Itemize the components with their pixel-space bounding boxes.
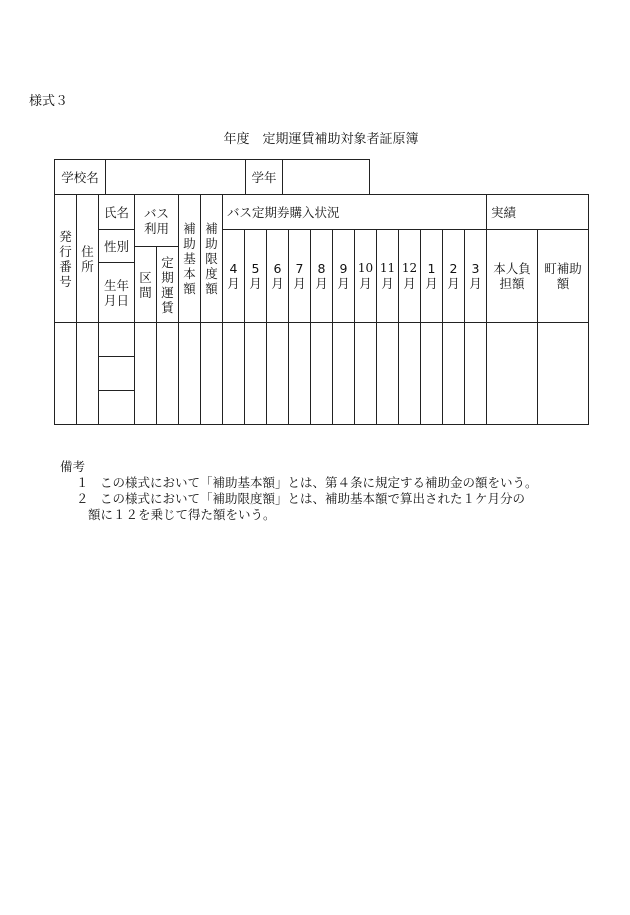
month-number: 9 bbox=[339, 261, 348, 276]
birthdate-header bbox=[98, 262, 134, 322]
basic-subsidy-text: 基 bbox=[183, 251, 196, 266]
entry-cell[interactable] bbox=[288, 322, 310, 425]
gender-header: 性別 bbox=[98, 229, 134, 262]
address-text: 住 bbox=[81, 243, 94, 259]
entry-cell[interactable] bbox=[200, 322, 222, 425]
subsidy-limit-text: 補 bbox=[205, 221, 218, 236]
self-burden-text: 担額 bbox=[499, 276, 525, 291]
form-number: 様式３ bbox=[29, 94, 69, 109]
entry-cell[interactable] bbox=[398, 322, 420, 425]
subsidy-limit-text: 助 bbox=[205, 236, 218, 251]
month-header bbox=[398, 229, 420, 322]
section-text: 区 bbox=[139, 269, 152, 285]
town-subsidy-text: 町補助 bbox=[544, 261, 582, 276]
entry-cell[interactable] bbox=[464, 322, 486, 425]
month-unit: 月 bbox=[271, 276, 284, 291]
remarks bbox=[60, 459, 538, 523]
address-text: 所 bbox=[81, 258, 94, 274]
month-number: 6 bbox=[273, 261, 282, 276]
entry-cell[interactable] bbox=[332, 322, 354, 425]
entry-cell[interactable] bbox=[244, 322, 266, 425]
month-header bbox=[288, 229, 310, 322]
register-table bbox=[0, 0, 630, 430]
entry-cell[interactable] bbox=[376, 322, 398, 425]
remark-continuation: 額に１２を乗じて得た額をいう。 bbox=[88, 507, 276, 522]
entry-cell[interactable] bbox=[266, 322, 288, 425]
month-number: 4 bbox=[229, 261, 238, 276]
school-name-label: 学校名 bbox=[54, 159, 105, 194]
issue-number-header bbox=[54, 194, 76, 322]
month-unit: 月 bbox=[469, 276, 482, 291]
month-header bbox=[310, 229, 332, 322]
regular-fare-text: 定 bbox=[161, 254, 174, 270]
regular-fare-text: 期 bbox=[161, 269, 174, 285]
month-unit: 月 bbox=[447, 276, 460, 291]
month-unit: 月 bbox=[315, 276, 328, 291]
month-header bbox=[244, 229, 266, 322]
entry-cell[interactable] bbox=[156, 322, 178, 425]
month-unit: 月 bbox=[403, 276, 416, 291]
purchase-status-header: バス定期券購入状況 bbox=[222, 194, 486, 229]
subsidy-limit-text: 額 bbox=[205, 281, 218, 296]
entry-cell[interactable] bbox=[420, 322, 442, 425]
bus-usage-text: バス bbox=[143, 205, 169, 221]
month-number: 11 bbox=[379, 261, 396, 275]
document-title: 年度 定期運賃補助対象者証原簿 bbox=[223, 132, 419, 147]
remark-item: ２ この様式において「補助限度額」とは、補助基本額で算出された１ケ月分の bbox=[76, 491, 526, 506]
month-unit: 月 bbox=[425, 276, 438, 291]
self-burden-text: 本人負 bbox=[493, 261, 531, 276]
issue-number-text: 番 bbox=[59, 258, 72, 274]
entry-cell[interactable] bbox=[98, 390, 134, 425]
month-unit: 月 bbox=[249, 276, 262, 291]
basic-subsidy-text: 補 bbox=[183, 221, 196, 236]
entry-cell[interactable] bbox=[310, 322, 332, 425]
entry-cell[interactable] bbox=[537, 322, 589, 425]
birthdate-text: 月日 bbox=[103, 292, 129, 308]
month-number: 7 bbox=[295, 261, 304, 276]
address-header bbox=[76, 194, 98, 322]
regular-fare-text: 運 bbox=[161, 284, 174, 300]
issue-number-text: 発 bbox=[59, 228, 72, 244]
month-number: 8 bbox=[317, 261, 326, 276]
entry-cell[interactable] bbox=[76, 322, 98, 425]
month-header bbox=[266, 229, 288, 322]
entry-cell[interactable] bbox=[98, 356, 134, 390]
grade-field[interactable] bbox=[282, 159, 370, 194]
month-header bbox=[442, 229, 464, 322]
school-name-field[interactable] bbox=[105, 159, 245, 194]
subsidy-limit-text: 度 bbox=[205, 266, 218, 281]
month-number: 12 bbox=[401, 261, 418, 275]
month-unit: 月 bbox=[359, 276, 372, 291]
month-header bbox=[222, 229, 244, 322]
grade-label: 学年 bbox=[245, 159, 282, 194]
basic-subsidy-text: 額 bbox=[183, 281, 196, 296]
month-number: 10 bbox=[357, 261, 374, 275]
remarks-label: 備考 bbox=[60, 459, 86, 474]
entry-cell[interactable] bbox=[98, 322, 134, 356]
month-unit: 月 bbox=[227, 276, 240, 291]
town-subsidy-text: 額 bbox=[556, 276, 570, 291]
month-number: 5 bbox=[251, 261, 260, 276]
entry-cell[interactable] bbox=[178, 322, 200, 425]
month-header bbox=[376, 229, 398, 322]
bus-usage-header bbox=[134, 194, 178, 246]
month-number: 3 bbox=[471, 261, 480, 276]
entry-cell[interactable] bbox=[354, 322, 376, 425]
town-subsidy-header bbox=[537, 229, 589, 322]
month-unit: 月 bbox=[293, 276, 306, 291]
results-header: 実績 bbox=[486, 194, 589, 229]
month-header bbox=[332, 229, 354, 322]
section-header bbox=[134, 246, 156, 322]
regular-fare-text: 賃 bbox=[161, 299, 174, 315]
month-header bbox=[354, 229, 376, 322]
entry-cell[interactable] bbox=[134, 322, 156, 425]
month-number: 2 bbox=[449, 261, 458, 276]
entry-cell[interactable] bbox=[442, 322, 464, 425]
basic-subsidy-text: 本 bbox=[183, 266, 196, 281]
self-burden-header bbox=[486, 229, 537, 322]
subsidy-limit-text: 限 bbox=[205, 251, 218, 266]
entry-cell[interactable] bbox=[222, 322, 244, 425]
entry-cell[interactable] bbox=[54, 322, 76, 425]
issue-number-text: 行 bbox=[59, 243, 72, 259]
birthdate-text: 生年 bbox=[103, 277, 129, 293]
issue-number-text: 号 bbox=[59, 273, 72, 289]
basic-subsidy-text: 助 bbox=[183, 236, 196, 251]
subsidy-limit-header bbox=[200, 194, 222, 322]
remark-item: １ この様式において「補助基本額」とは、第４条に規定する補助金の額をいう。 bbox=[76, 475, 538, 490]
month-number: 1 bbox=[427, 261, 436, 276]
month-header bbox=[420, 229, 442, 322]
basic-subsidy-header bbox=[178, 194, 200, 322]
name-header: 氏名 bbox=[98, 194, 134, 229]
bus-usage-text: 利用 bbox=[143, 220, 169, 236]
regular-fare-header bbox=[156, 246, 178, 322]
month-unit: 月 bbox=[337, 276, 350, 291]
entry-cell[interactable] bbox=[486, 322, 537, 425]
month-header bbox=[464, 229, 486, 322]
section-text: 間 bbox=[139, 284, 152, 300]
month-unit: 月 bbox=[381, 276, 394, 291]
